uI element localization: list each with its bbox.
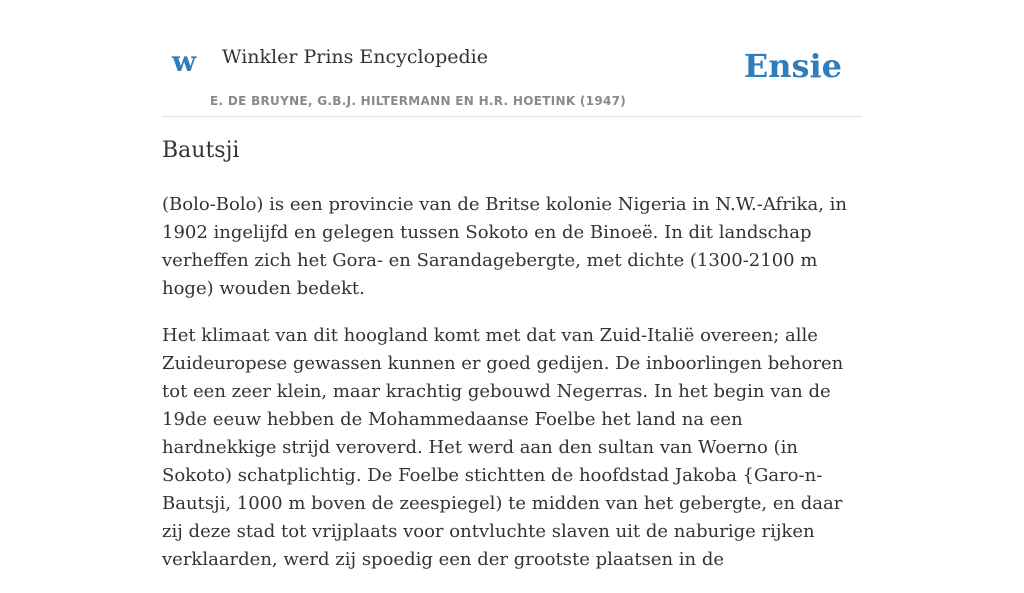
publication-title[interactable]: Winkler Prins Encyclopedie <box>222 46 488 68</box>
publication-authors: E. DE BRUYNE, G.B.J. HILTERMANN EN H.R. HOETINK (1947) <box>210 94 627 108</box>
ensie-logo-link[interactable]: Ensie <box>743 47 842 85</box>
article-paragraph: (Bolo-Bolo) is een provincie van de Britse kolonie Nigeria in N.W.-Afrika, in 1902 ingelijfd en gelegen tussen Sokoto en de Binoeë. In dit landschap verheffen zich het Gora- en Sarandagebergte, met dichte (1300-2100 m hoge) wouden bedekt. <box>162 193 847 299</box>
site-header <box>162 0 862 117</box>
article-paragraph: Het klimaat van dit hoogland komt met dat van Zuid-Italië overeen; alle Zuideuropese gewassen kunnen er goed gedijen. De inboorlingen behoren tot een zeer klein, maar krachtig gebouwd Negerras. In het begin van de 19de eeuw hebben de Mohammedaanse Foelbe het land na een hardnekkige strijd veroverd. Het werd aan den sultan van Woerno (in Sokoto) schatplichtig. De Foelbe stichtten de hoofdstad Jakoba {Garo-n-Bautsji, 1000 m boven de zeespiegel) te midden van het gebergte, en daar zij deze stad tot vrijplaats voor ontvluchte slaven uit de naburige rijken verklaarden, werd zij spoedig een der grootste plaatsen in de <box>162 324 844 570</box>
article-title: Bautsji <box>162 138 240 163</box>
article <box>162 136 862 593</box>
publication-logo-icon[interactable]: w <box>172 45 197 78</box>
